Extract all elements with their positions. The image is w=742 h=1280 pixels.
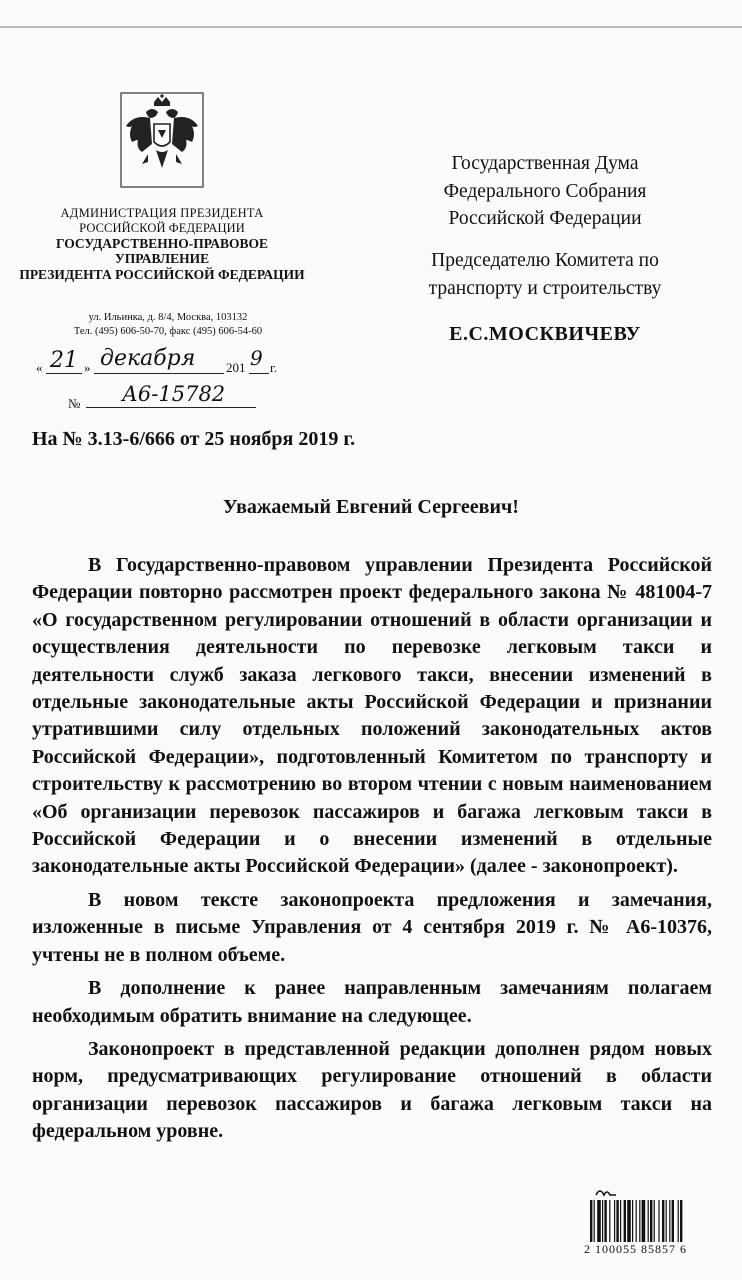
recipient-org-2: Федерального Собрания [443, 180, 647, 202]
month-underline [94, 373, 224, 374]
russian-emblem-icon [120, 92, 204, 188]
barcode-icon [590, 1200, 714, 1242]
reference-line: На № 3.13-6/666 от 25 ноября 2019 г. [32, 428, 356, 450]
sender-address: ул. Ильинка, д. 8/4, Москва, 103132 [88, 312, 248, 323]
number-label: № [68, 396, 81, 411]
date-close-quote: » [84, 360, 91, 375]
date-month: декабря [100, 346, 196, 371]
date-year-prefix: 201 [226, 360, 246, 375]
scan-edge-line [0, 26, 742, 28]
sender-phone: Тел. (495) 606-50-70, факс (495) 606-54-60 [73, 326, 263, 338]
handwritten-mark-icon [594, 1186, 618, 1198]
recipient-org-3: Российской Федерации [448, 208, 642, 230]
number-underline [86, 407, 256, 408]
sender-line-1: АДМИНИСТРАЦИЯ ПРЕЗИДЕНТА [60, 206, 264, 220]
recipient-position-2: транспорту и строительству [428, 277, 662, 299]
date-year-unit: г. [270, 360, 278, 375]
sender-line-5: ПРЕЗИДЕНТА РОССИЙСКОЙ ФЕДЕРАЦИИ [19, 267, 305, 283]
paragraph-2: В новом тексте законопроекта предложения и замечания, изложенные в письме Управления от 4 сентября 2019 г. № А6-10376, учтены не в полном объеме. [32, 888, 712, 966]
recipient-block [400, 150, 690, 349]
sender-line-4: УПРАВЛЕНИЕ [114, 251, 210, 267]
barcode-number: 2 100055 85857 6 [584, 1242, 687, 1256]
number-row [64, 384, 264, 414]
date-day: 21 [50, 348, 78, 373]
number-value: А6-15782 [122, 382, 226, 406]
paragraph-1: В Государственно-правовом управлении Президента Российской Федерации повторно рассмотрен проект федерального закона № 481004-7 «О государственном регулировании отношений в области организации и осуществления деятельности по перевозке легковым такси и деятельности служб заказа легкового такси, внесении изменений в отдельные законодательные акты Российской Федерации и признании утратившими силу отдельных положений законодательных актов Российской Федерации», подготовленный Комитетом по транспорту и строительству к рассмотрению во втором чтении с новым наименованием «Об организации перевозок пассажиров и багажа легковым такси в Российской Федерации и о внесении изменений в отдельные законодательные акты Российской Федерации» (далее - законопроект). [32, 554, 712, 878]
date-open-quote: « [36, 360, 43, 375]
letter-body [32, 552, 712, 1146]
recipient-name: Е.С.МОСКВИЧЕВУ [449, 323, 641, 346]
recipient-org-1: Государственная Дума [451, 153, 639, 174]
day-underline [46, 373, 82, 374]
paragraph-3: В дополнение к ранее направленным замечаниям полагаем необходимым обратить внимание на следующее. [32, 977, 712, 1027]
salutation: Уважаемый Евгений Сергеевич! [223, 496, 519, 518]
sender-block [4, 206, 320, 283]
recipient-position-1: Председателю Комитета по [431, 250, 659, 272]
year-underline [249, 373, 269, 374]
date-row [36, 346, 306, 380]
paragraph-4: Законопроект в представленной редакции дополнен рядом новых норм, предусматривающих регулирование отношений в области организации перевозок пассажиров и багажа легковым такси на федеральном уровне. [32, 1037, 712, 1143]
sender-address-block [10, 311, 326, 339]
date-year-suffix: 9 [250, 346, 263, 370]
sender-line-3: ГОСУДАРСТВЕННО-ПРАВОВОЕ [55, 235, 269, 251]
sender-line-2: РОССИЙСКОЙ ФЕДЕРАЦИИ [79, 220, 245, 235]
